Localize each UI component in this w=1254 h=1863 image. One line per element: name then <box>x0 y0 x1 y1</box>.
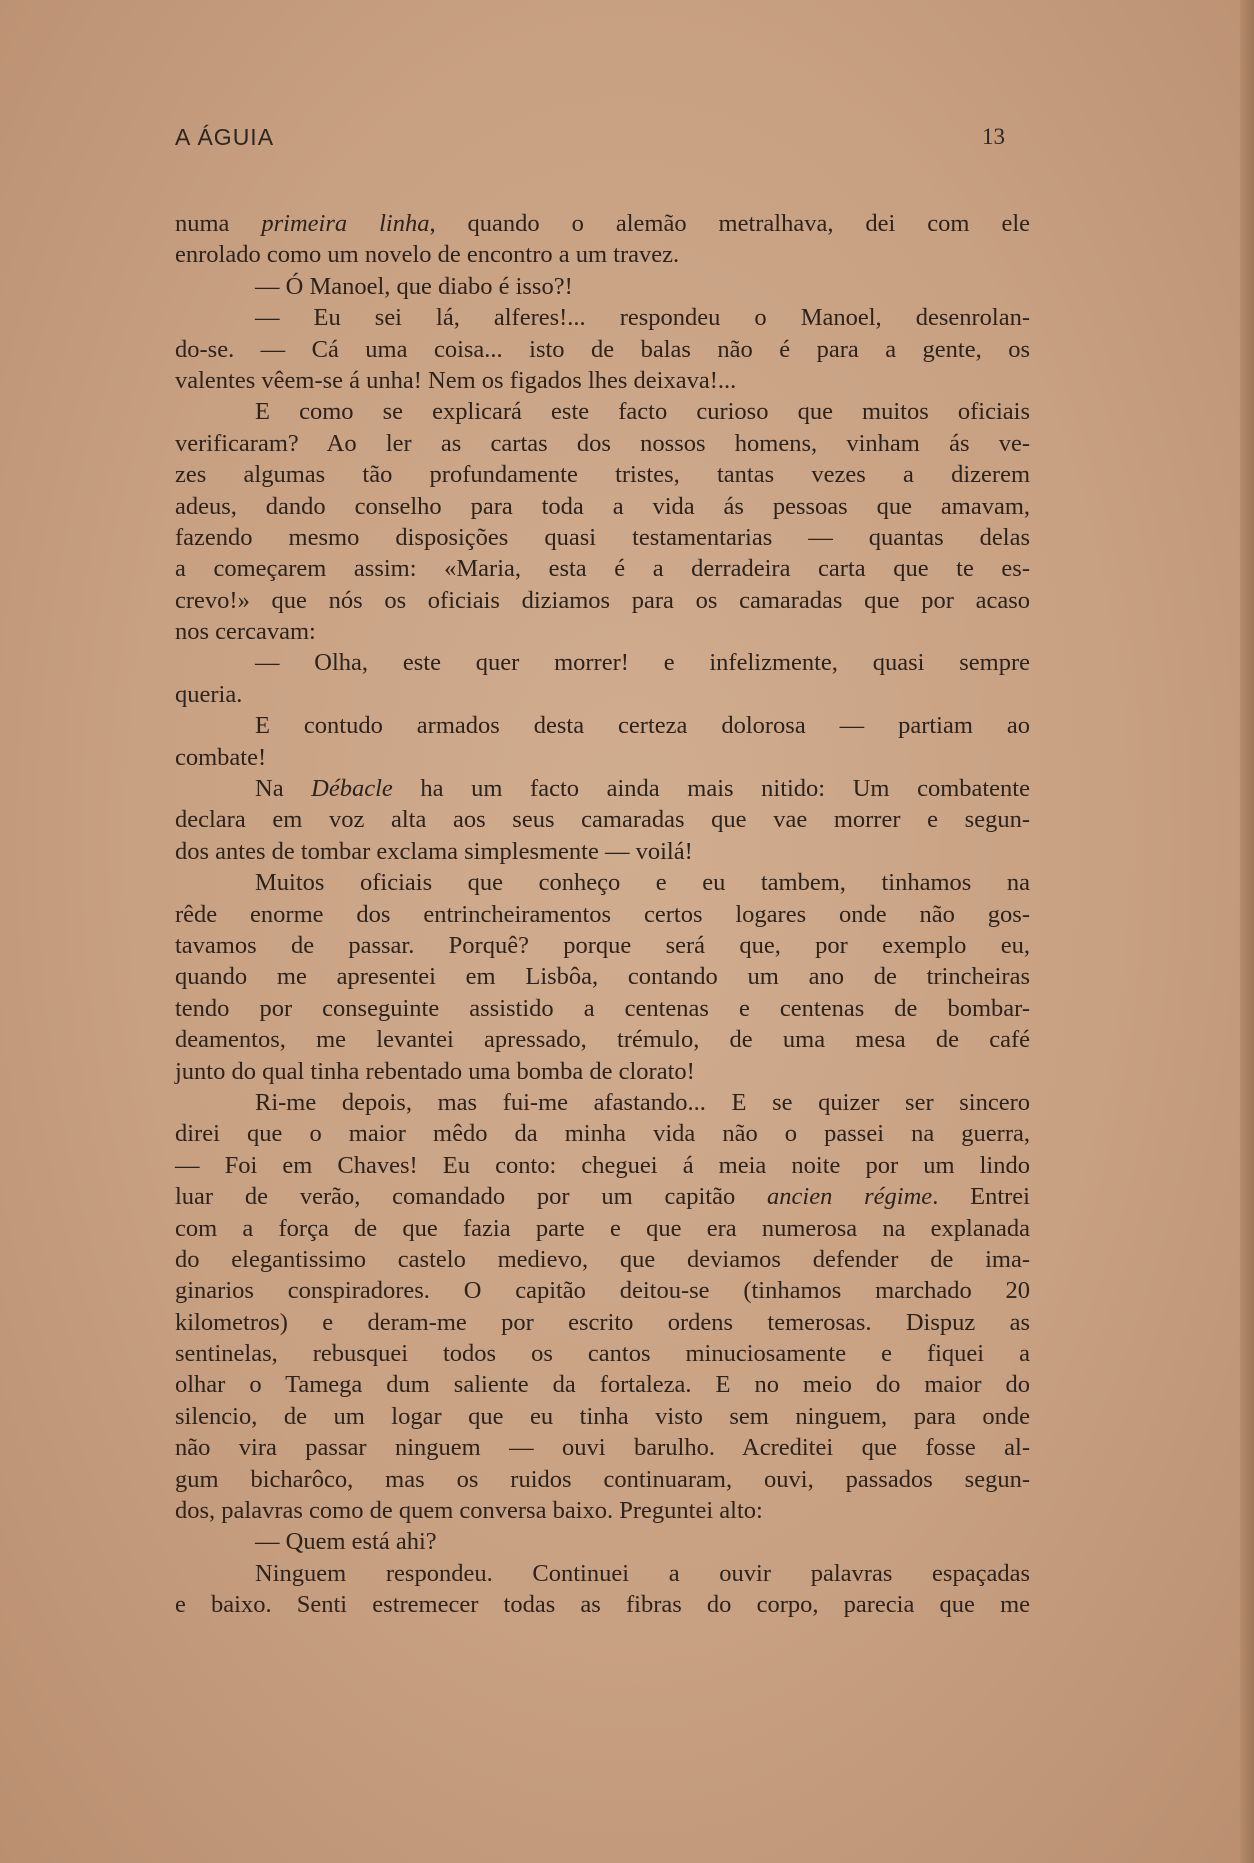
text-line: com a força de que fazia parte e que era numerosa na explanada <box>175 1214 1030 1242</box>
text-line: rêde enorme dos entrincheiramentos certos logares onde não gos- <box>175 900 1030 928</box>
text-line: Na Débacle ha um facto ainda mais nitido: Um combatente <box>255 775 1030 803</box>
body-text <box>175 208 1030 1621</box>
text-line: enrolado como um novelo de encontro a um travez. <box>175 241 680 269</box>
text-line: — Olha, este quer morrer! e infelizmente, quasi sempre <box>255 649 1030 677</box>
text-line: valentes vêem-se á unha! Nem os figados lhes deixava!... <box>175 366 737 394</box>
text-line: — Eu sei lá, alferes!... respondeu o Manoel, desenrolan- <box>255 304 1030 332</box>
text-line: declara em voz alta aos seus camaradas que vae morrer e segun- <box>175 806 1030 834</box>
text-line: nos cercavam: <box>175 618 316 646</box>
text-line: ginarios conspiradores. O capitão deitou-se (tinhamos marchado 20 <box>175 1277 1030 1305</box>
text-line: combate! <box>175 743 267 771</box>
text-line: direi que o maior mêdo da minha vida não o passei na guerra, <box>175 1120 1030 1148</box>
text-line: — Foi em Chaves! Eu conto: cheguei á meia noite por um lindo <box>175 1151 1030 1179</box>
text-line: silencio, de um logar que eu tinha visto sem ninguem, para onde <box>175 1402 1030 1430</box>
text-line: gum bicharôco, mas os ruidos continuaram, ouvi, passados segun- <box>175 1465 1030 1493</box>
text-line: luar de verão, comandado por um capitão ancien régime. Entrei <box>175 1183 1030 1211</box>
text-line: — Quem está ahi? <box>255 1528 437 1556</box>
text-line: olhar o Tamega dum saliente da fortaleza. E no meio do maior do <box>175 1371 1030 1399</box>
text-line: zes algumas tão profundamente tristes, tantas vezes a dizerem <box>175 461 1030 489</box>
page-edge <box>1240 0 1254 1863</box>
text-line: adeus, dando conselho para toda a vida ás pessoas que amavam, <box>175 492 1030 520</box>
text-line: fazendo mesmo disposições quasi testamentarias — quantas delas <box>175 523 1030 551</box>
page-number: 13 <box>982 124 1005 149</box>
text-line: dos, palavras como de quem conversa baixo. Preguntei alto: <box>175 1497 763 1525</box>
text-line: crevo!» que nós os oficiais diziamos para os camaradas que por acaso <box>175 586 1030 614</box>
text-line: verificaram? Ao ler as cartas dos nossos homens, vinham ás ve- <box>175 429 1030 457</box>
text-line: tendo por conseguinte assistido a centenas e centenas de bombar- <box>175 994 1030 1022</box>
text-line: Ri-me depois, mas fui-me afastando... E se quizer ser sincero <box>255 1088 1030 1116</box>
text-line: do elegantissimo castelo medievo, que deviamos defender de ima- <box>175 1245 1030 1273</box>
text-line: quando me apresentei em Lisbôa, contando um ano de trincheiras <box>175 963 1030 991</box>
text-line: tavamos de passar. Porquê? porque será que, por exemplo eu, <box>175 931 1030 959</box>
text-line: e baixo. Senti estremecer todas as fibras do corpo, parecia que me <box>175 1591 1030 1619</box>
text-line: junto do qual tinha rebentado uma bomba de clorato! <box>175 1057 695 1085</box>
page-header <box>175 124 1005 154</box>
text-line: Muitos oficiais que conheço e eu tambem, tinhamos na <box>255 869 1030 897</box>
text-line: E contudo armados desta certeza dolorosa — partiam ao <box>255 712 1030 740</box>
text-line: queria. <box>175 680 243 708</box>
text-line: numa primeira linha, quando o alemão metralhava, dei com ele <box>175 210 1030 237</box>
text-line: do-se. — Cá uma coisa... isto de balas não é para a gente, os <box>175 335 1030 363</box>
text-line: — Ó Manoel, que diabo é isso?! <box>255 272 573 300</box>
running-title: A ÁGUIA <box>175 124 275 150</box>
text-line: sentinelas, rebusquei todos os cantos minuciosamente e fiquei a <box>175 1340 1030 1368</box>
text-line: não vira passar ninguem — ouvi barulho. Acreditei que fosse al- <box>175 1434 1030 1462</box>
text-line: dos antes de tombar exclama simplesmente — voilá! <box>175 837 693 865</box>
text-line: E como se explicará este facto curioso que muitos oficiais <box>255 398 1030 426</box>
text-line: deamentos, me levantei apressado, trémulo, de uma mesa de café <box>175 1026 1030 1054</box>
text-line: Ninguem respondeu. Continuei a ouvir palavras espaçadas <box>255 1559 1030 1587</box>
text-line: kilometros) e deram-me por escrito ordens temerosas. Dispuz as <box>175 1308 1030 1336</box>
text-line: a começarem assim: «Maria, esta é a derradeira carta que te es- <box>175 555 1030 583</box>
